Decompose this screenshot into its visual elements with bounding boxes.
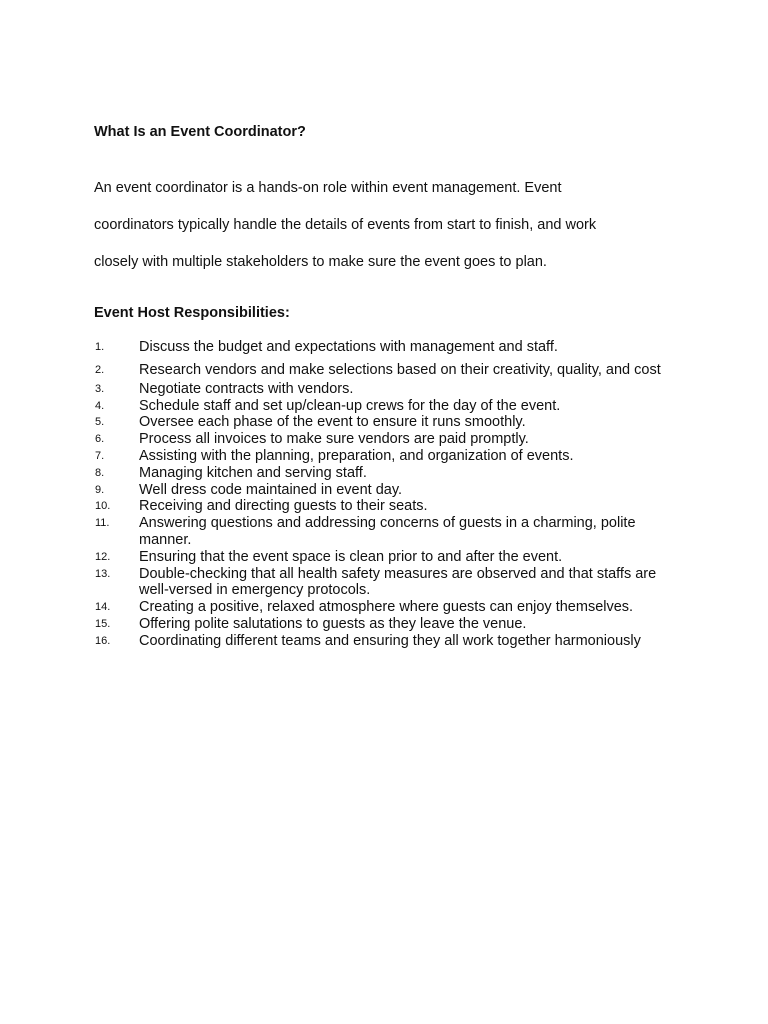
list-item: [0, 465, 679, 482]
list-item-text: Negotiate contracts with vendors.: [139, 380, 354, 397]
list-item-number: 14.: [95, 601, 111, 614]
list-item-number: 3.: [95, 382, 105, 395]
list-item-text: Managing kitchen and serving staff.: [139, 464, 367, 481]
list-item: [0, 431, 679, 448]
list-item-text: Answering questions and addressing concerns of guests in a charming, polite manner.: [139, 515, 636, 548]
list-item-text: Ensuring that the event space is clean prior to and after the event.: [139, 548, 563, 565]
list-item-number: 13.: [95, 567, 111, 580]
list-item: [0, 549, 679, 566]
intro-line: closely with multiple stakeholders to make sure the event goes to plan.: [94, 254, 547, 270]
list-item-text: Creating a positive, relaxed atmosphere where guests can enjoy themselves.: [139, 599, 634, 616]
list-item: [0, 566, 679, 600]
list-item-text: Discuss the budget and expectations with management and staff.: [139, 339, 558, 355]
list-item-text: Double-checking that all health safety measures are observed and that staffs are well-versed in emergency protocols.: [139, 565, 657, 599]
list-item: [0, 381, 679, 398]
list-item: [0, 599, 679, 616]
responsibilities-list: [0, 339, 768, 650]
list-item-number: 2.: [95, 363, 105, 376]
list-item-text: Coordinating different teams and ensuring they all work together harmoniously: [139, 632, 641, 649]
list-item-number: 16.: [95, 634, 111, 647]
list-item: [0, 633, 679, 650]
list-item: [0, 616, 679, 633]
list-item-text: Assisting with the planning, preparation, and organization of events.: [139, 447, 574, 464]
list-item: [0, 498, 679, 515]
list-item: [0, 515, 679, 549]
intro-line: coordinators typically handle the details of events from start to finish, and work: [94, 217, 597, 233]
list-item-number: 4.: [95, 399, 105, 412]
list-item: [0, 414, 679, 431]
list-item: [0, 482, 679, 499]
list-item-number: 7.: [95, 449, 105, 462]
list-item-text: Research vendors and make selections based on their creativity, quality, and cost: [139, 361, 661, 378]
list-item-number: 5.: [95, 416, 105, 429]
list-item: [0, 360, 679, 381]
intro-line: An event coordinator is a hands-on role within event management. Event: [94, 180, 562, 196]
list-item-text: Schedule staff and set up/clean-up crews for the day of the event.: [139, 397, 561, 414]
list-item-number: 6.: [95, 433, 105, 446]
list-item-number: 8.: [95, 466, 105, 479]
page-title: What Is an Event Coordinator?: [94, 124, 306, 140]
list-item-text: Process all invoices to make sure vendors are paid promptly.: [139, 431, 529, 448]
list-item-number: 12.: [95, 550, 111, 563]
list-item: [0, 339, 679, 356]
list-item-text: Receiving and directing guests to their seats.: [139, 498, 428, 515]
list-item: [0, 448, 679, 465]
list-item: [0, 398, 679, 415]
list-item-text: Oversee each phase of the event to ensure it runs smoothly.: [139, 414, 526, 431]
section-heading: Event Host Responsibilities:: [94, 305, 290, 321]
list-item-number: 9.: [95, 483, 105, 496]
list-item-text: Well dress code maintained in event day.: [139, 481, 403, 498]
list-item-number: 15.: [95, 617, 111, 630]
list-item-text: Offering polite salutations to guests as they leave the venue.: [139, 615, 527, 632]
list-item-number: 10.: [95, 500, 111, 513]
list-item-number: 1.: [95, 341, 105, 353]
list-item-number: 11.: [95, 517, 110, 530]
